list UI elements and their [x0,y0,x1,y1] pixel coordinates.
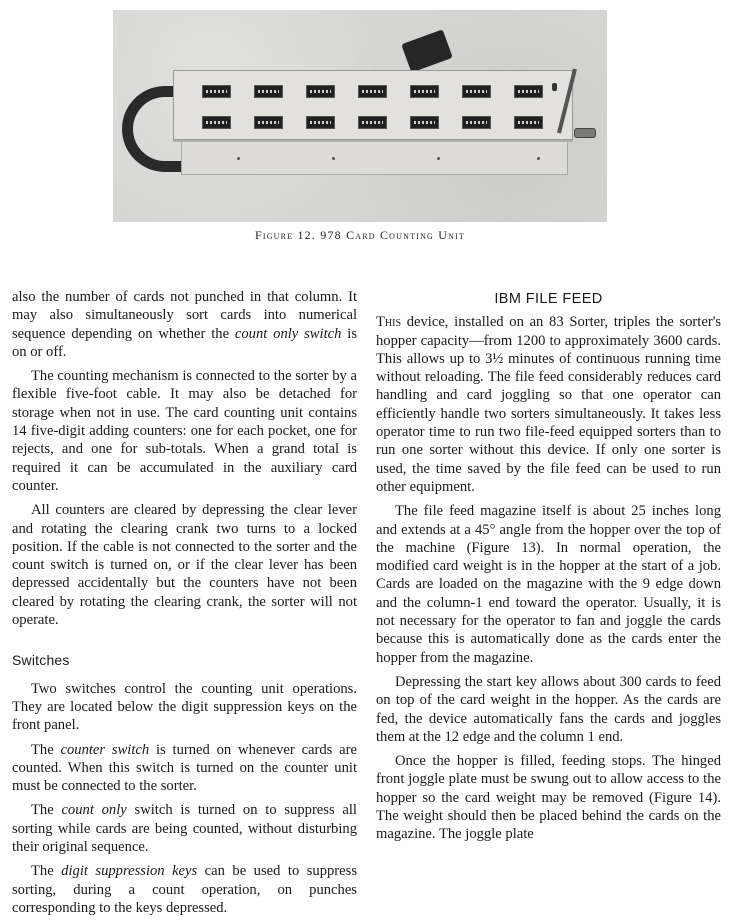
counter-display [202,85,231,98]
paragraph: The count only switch is turned on to suppress all sorting while cards are being counted, without disturbing their original sequence. [12,802,357,856]
screw-icon [332,157,335,160]
counter-display [462,85,491,98]
unit-base [181,139,568,175]
paragraph: The counting mechanism is connected to the sorter by a flexible five-foot cable. It may also be detached for storage when not in use. The card counting unit contains 14 five-digit adding counters: one for each pocket, one for rejects, and one for sub-totals. When a grand total is required it can be accumulated in the auxiliary card counter. [12,368,357,494]
crank-handle-icon [574,128,596,138]
counter-display [254,116,283,129]
section-heading-file-feed: IBM FILE FEED [494,291,603,307]
counter-display [254,85,283,98]
emphasis: count only switch [234,325,342,342]
counter-grid [202,85,541,129]
left-column [12,288,357,923]
paragraph: The file feed magazine itself is about 25 inches long and extends at a 45° angle from the hopper over the top of the machine (Figure 13). In normal operation, the modified card weight is in the hopper at the start of a job. Cards are loaded on the magazine with the 9 edge down and the column-1 end toward the operator. Usually, it is not necessary for the operator to fan and joggle the cards because this is automatically done as the cards enter the hopper from the magazine. [376,503,721,666]
counter-display [202,116,231,129]
emphasis: digit suppression keys [61,863,198,880]
counter-display [306,85,335,98]
paragraph: Once the hopper is filled, feeding stops. The hinged front joggle plate must be swung out to allow access to the hopper so the card weight may be removed (Figure 14). The weight should then be placed behind the cards on the magazine. The joggle plate [376,753,721,843]
right-column [376,288,721,850]
counter-display [514,85,543,98]
counter-display [514,116,543,129]
counter-panel [173,70,573,140]
figure-caption: Figure 12. 978 Card Counting Unit [254,228,466,242]
emphasis: counter switch [60,741,150,758]
screw-icon [437,157,440,160]
screw-icon [237,157,240,160]
counter-display [410,85,439,98]
screw-icon [537,157,540,160]
paragraph: Two switches control the counting unit operations. They are located below the digit suppression keys on the front panel. [12,680,357,734]
plug-connector-image-detail [401,29,453,72]
paragraph: All counters are cleared by depressing the clear lever and rotating the clearing crank two turns to a locked position. If the cable is not connected to the sorter and the count switch is turned on, or if the clear lever has been depressed accidentally but the counters have not been cleared by rotating the clearing crank, the sorter will not operate. [12,502,357,629]
paragraph: This device, installed on an 83 Sorter, triples the sorter's hopper capacity—from 1200 to approximately 3600 cards. This allows up to 3½ minutes of continuous running time without reloading. The file feed considerably reduces card handling and card joggling so that one operator can efficiently handle two sorters simultaneously. It takes less operator time to run two file-feed equipped sorters than to run one sorter without this device. If only one sorter is used, the time saved by the file feed can be used to run other equipment. [376,314,721,495]
counter-display [358,116,387,129]
clear-lever-icon [552,83,557,91]
paragraph: Depressing the start key allows about 300 cards to feed on top of the card weight in the hopper. As the cards are fed, the device automatically fans the cards and joggles them at the 12 edge and the column 1 end. [376,673,721,745]
section-heading-switches: Switches [12,652,70,669]
paragraph: The digit suppression keys can be used to suppress sorting, during a count operation, on punches corresponding to the keys depressed. [12,863,357,916]
paragraph: also the number of cards not punched in that column. It may also simultaneously sort cards into numerical sequence depending on whether the count only switch is on or off. [12,289,357,360]
counter-display [306,116,335,129]
figure-photo [113,10,607,222]
counter-display [462,116,491,129]
paragraph: The counter switch is turned on whenever cards are counted. When this switch is turned on the counter unit must be connected to the sorter. [12,741,357,795]
emphasis: count only [61,802,127,819]
counter-display [358,85,387,98]
counter-display [410,116,439,129]
